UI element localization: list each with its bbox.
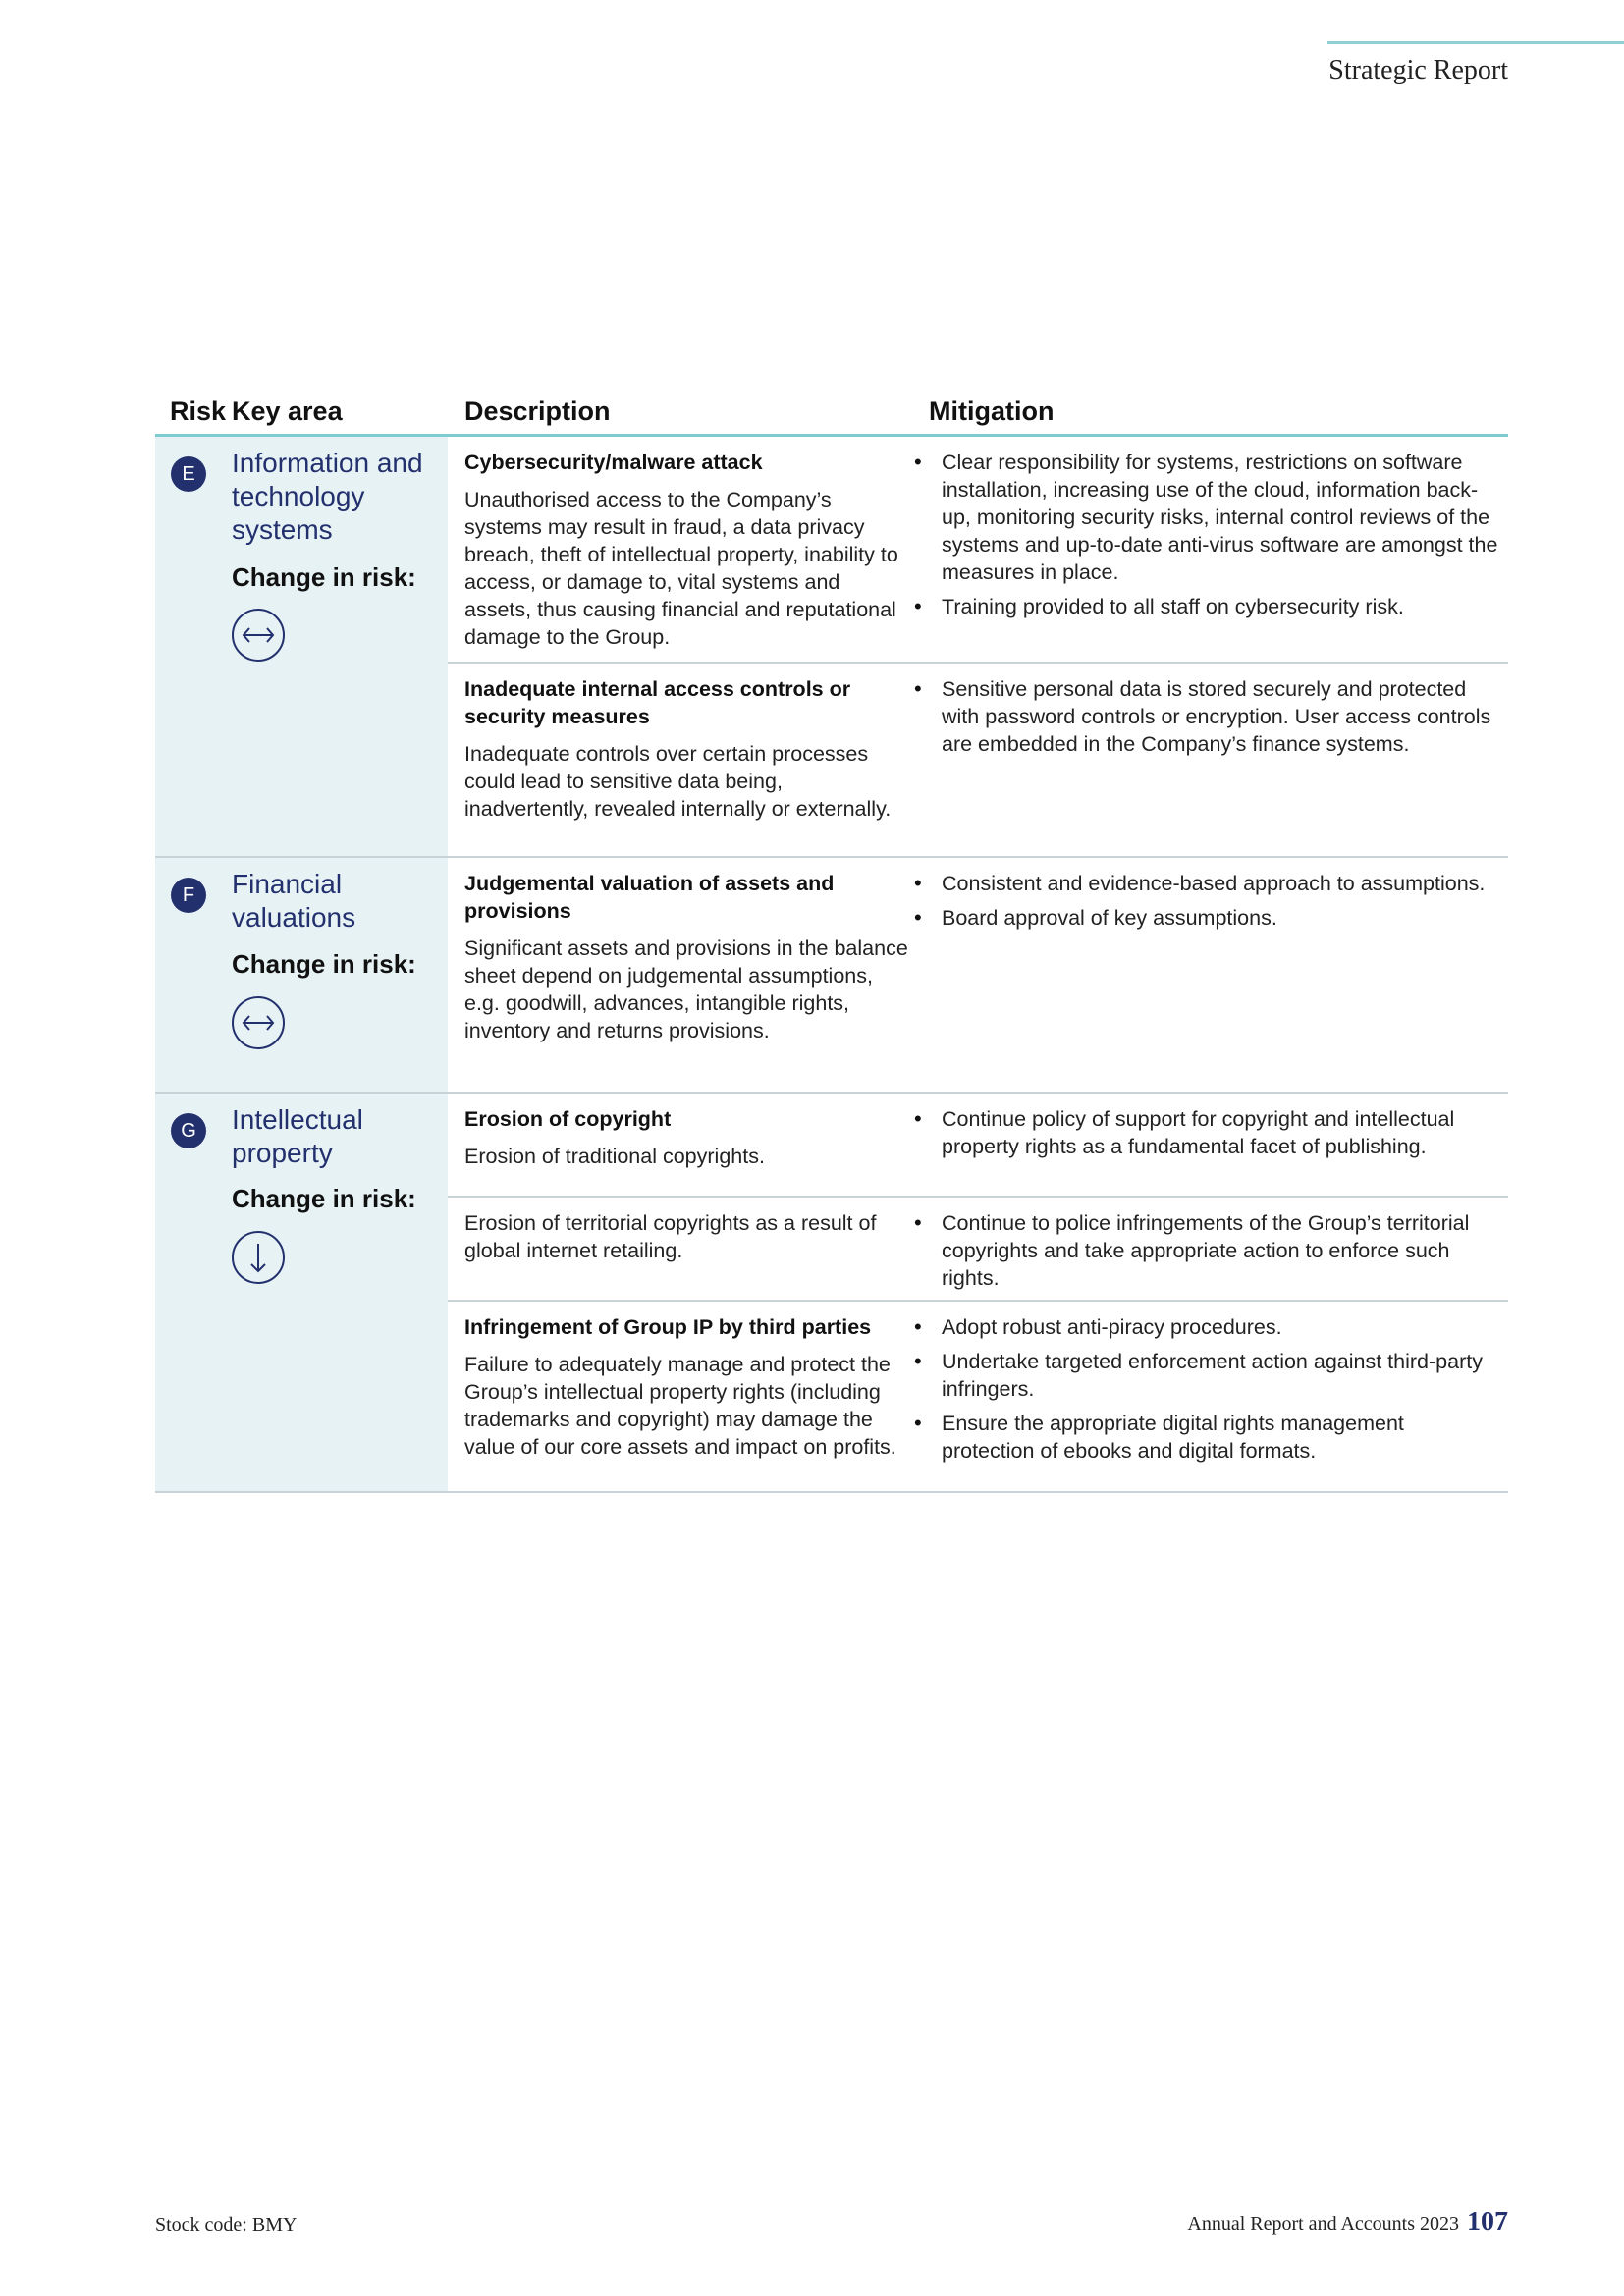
horizontal-arrows-icon (232, 996, 285, 1049)
change-in-risk-label: Change in risk: (232, 949, 416, 979)
table-row (448, 662, 1508, 856)
table-row (448, 437, 1508, 662)
mitigation-list (912, 1313, 1500, 1465)
change-in-risk-label: Change in risk: (232, 562, 416, 592)
risk-description: Significant assets and provisions in the balance sheet depend on judgemental assumptions, e.g. goodwill, advances, intangible rights, inventory and returns provisions. (464, 936, 908, 1042)
risk-description: Inadequate controls over certain processes could lead to sensitive data being, inadvertently, revealed internally or externally. (464, 742, 892, 821)
mitigation-item: • Consistent and evidence-based approach to assumptions. (912, 870, 1500, 897)
down-arrow-icon (232, 1231, 285, 1284)
table-row (448, 858, 1508, 1090)
key-area-panel (155, 437, 448, 856)
key-area-title: Intellectual property (232, 1104, 363, 1168)
page-number: 107 (1467, 2207, 1508, 2237)
col-header-risk: Risk (170, 397, 227, 426)
stock-code: Stock code: BMY (155, 2215, 298, 2236)
table-header (155, 393, 1508, 437)
mitigation-list (912, 449, 1500, 620)
risk-badge: G (171, 1113, 206, 1148)
mitigation-item: • Continue policy of support for copyright and intellectual property rights as a fundamental facet of publishing. (912, 1105, 1500, 1160)
mitigation-item: • Adopt robust anti-piracy procedures. (912, 1313, 1500, 1341)
col-header-key-area: Key area (232, 397, 343, 426)
mitigation-list (912, 1105, 1500, 1160)
table-row (448, 1094, 1508, 1196)
section-title: Strategic Report (1328, 55, 1508, 85)
risk-title: Erosion of copyright (464, 1107, 672, 1131)
risk-group-g (155, 1094, 1508, 1493)
mitigation-item: • Clear responsibility for systems, restrictions on software installation, increasing use of the cloud, information back-up, monitoring security risks, internal control reviews of the systems and up-to-date anti-virus software are amongst the measures in place. (912, 449, 1500, 586)
mitigation-item: • Ensure the appropriate digital rights management protection of ebooks and digital formats. (912, 1410, 1500, 1465)
risk-description: Erosion of traditional copyrights. (464, 1145, 765, 1168)
mitigation-item: • Training provided to all staff on cybersecurity risk. (912, 593, 1500, 620)
mitigation-item: • Continue to police infringements of the Group’s territorial copyrights and take appropriate action to enforce such rights. (912, 1209, 1500, 1292)
mitigation-list (912, 1209, 1500, 1292)
col-header-mitigation: Mitigation (929, 397, 1055, 426)
publication-title: Annual Report and Accounts 2023 (1187, 2214, 1459, 2235)
key-area-title: Financial valuations (232, 869, 356, 933)
mitigation-list (912, 870, 1500, 932)
mitigation-item: • Undertake targeted enforcement action against third-party infringers. (912, 1348, 1500, 1403)
risk-badge: E (171, 456, 206, 492)
col-header-description: Description (464, 397, 611, 426)
risk-table (155, 393, 1508, 1493)
mitigation-item: • Sensitive personal data is stored securely and protected with password controls or encryption. User access controls are embedded in the Company’s finance systems. (912, 675, 1500, 758)
mitigation-item: • Board approval of key assumptions. (912, 904, 1500, 932)
risk-description: Failure to adequately manage and protect the Group’s intellectual property rights (including trademarks and copyright) may damage the value of our core assets and impact on profits. (464, 1353, 896, 1459)
risk-description: Erosion of territorial copyrights as a result of global internet retailing. (464, 1211, 877, 1262)
table-row (448, 1300, 1508, 1493)
change-in-risk-label: Change in risk: (232, 1184, 416, 1213)
risk-badge: F (171, 878, 206, 913)
key-area-title: Information and technology systems (232, 448, 423, 545)
key-area-panel (155, 858, 448, 1092)
risk-title: Inadequate internal access controls or security measures (464, 677, 851, 728)
risk-title: Infringement of Group IP by third parties (464, 1315, 872, 1339)
section-rule (1327, 41, 1624, 44)
page-footer (1187, 2207, 1508, 2238)
risk-group-f (155, 858, 1508, 1094)
key-area-panel (155, 1094, 448, 1491)
table-row (448, 1196, 1508, 1300)
mitigation-list (912, 675, 1500, 758)
risk-group-e (155, 437, 1508, 858)
risk-title: Cybersecurity/malware attack (464, 451, 763, 474)
risk-description: Unauthorised access to the Company’s systems may result in fraud, a data privacy breach, theft of intellectual property, inability to access, or damage to, vital systems and assets, thus causing financial and reputational damage to the Group. (464, 488, 898, 649)
risk-title: Judgemental valuation of assets and provisions (464, 872, 835, 923)
horizontal-arrows-icon (232, 609, 285, 662)
